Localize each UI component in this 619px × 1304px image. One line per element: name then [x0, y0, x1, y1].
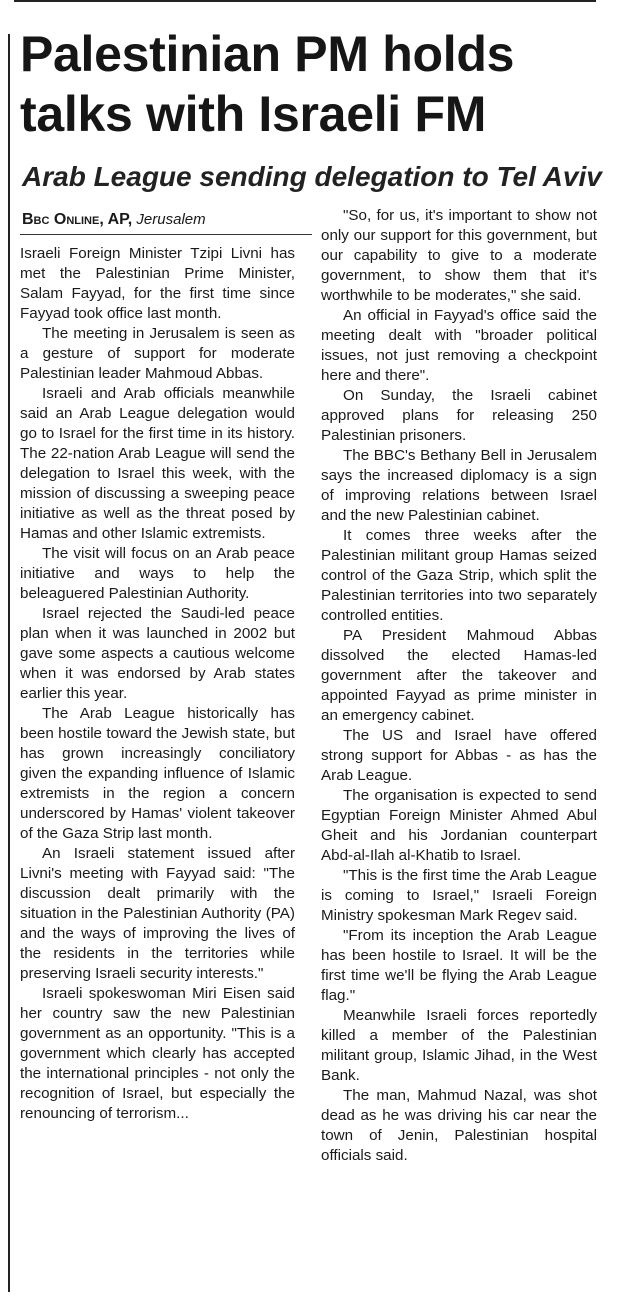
article-paragraph: Israel rejected the Saudi-led peace plan when it was launched in 2002 but gave some aspects a cautious welcome when it was endorsed by Arab states earlier this year.: [20, 605, 295, 702]
article-paragraph: Israeli Foreign Minister Tzipi Livni has met the Palestinian Prime Minister, Salam Fayyad, for the first time since Fayyad took office last month.: [20, 245, 295, 322]
article-paragraph: The organisation is expected to send Egyptian Foreign Minister Ahmed Abul Gheit and his Jordanian counterpart Abd-al-Ilah al-Khatib to Israel.: [321, 787, 597, 864]
article-paragraph: The meeting in Jerusalem is seen as a gesture of support for moderate Palestinian leader Mahmoud Abbas.: [20, 325, 295, 382]
article-paragraph: "This is the first time the Arab League is coming to Israel," Israeli Foreign Ministry spokesman Mark Regev said.: [321, 867, 597, 924]
left-column-rule: [8, 34, 10, 1292]
article-paragraph: The BBC's Bethany Bell in Jerusalem says the increased diplomacy is a sign of improving relations between Israel and the new Palestinian cabinet.: [321, 447, 597, 524]
article-paragraph: "From its inception the Arab League has been hostile to Israel. It will be the first time we'll be flying the Arab League flag.": [321, 927, 597, 1004]
byline-location: Jerusalem: [136, 211, 206, 228]
article-paragraph: It comes three weeks after the Palestinian militant group Hamas seized control of the Gaza Strip, which split the Palestinian territories into two separately controlled entities.: [321, 527, 597, 624]
byline: [22, 210, 312, 230]
article-paragraph: Israeli spokeswoman Miri Eisen said her country saw the new Palestinian government as an opportunity. "This is a government which clearly has accepted the international principles - not only the recognition of Israel, but especially the renouncing of terrorism...: [20, 985, 295, 1122]
article-column-right: [321, 206, 597, 1166]
article-paragraph: The visit will focus on an Arab peace initiative and ways to help the beleaguered Palestinian Authority.: [20, 545, 295, 602]
article-paragraph: "So, for us, it's important to show not only our support for this government, but our capability to give to a moderate government, to show them that it's worthwhile to be moderates," she said.: [321, 207, 597, 304]
article-column-left: [20, 244, 295, 1124]
article-paragraph: An official in Fayyad's office said the meeting dealt with "broader political issues, not just removing a checkpoint here and there".: [321, 307, 597, 384]
article-paragraph: Meanwhile Israeli forces reportedly killed a member of the Palestinian militant group, Islamic Jihad, in the West Bank.: [321, 1007, 597, 1084]
byline-source: Bbc Online, AP,: [22, 211, 133, 228]
subheadline: Arab League sending delegation to Tel Aviv: [22, 161, 602, 192]
article-paragraph: An Israeli statement issued after Livni's meeting with Fayyad said: "The discussion dealt primarily with the situation in the Palestinian Authority (PA) and the ways of improving the lives of the residents in the territories while preserving Israeli security interests.": [20, 845, 295, 982]
article-paragraph: The Arab League historically has been hostile toward the Jewish state, but has grown increasingly conciliatory given the expanding influence of Islamic extremists in the region a concern underscored by Hamas' violent takeover of the Gaza Strip last month.: [20, 705, 295, 842]
byline-rule: [20, 234, 312, 235]
article-paragraph: PA President Mahmoud Abbas dissolved the elected Hamas-led government after the takeover and appointed Fayyad as prime minister in an emergency cabinet.: [321, 627, 597, 724]
article-paragraph: Israeli and Arab officials meanwhile said an Arab League delegation would go to Israel for the first time in its history. The 22-nation Arab League will send the delegation to Israel this week, with the mission of discussing a sweeping peace initiative as well as the threat posed by Hamas and other Islamic extremists.: [20, 385, 295, 542]
article-paragraph: On Sunday, the Israeli cabinet approved plans for releasing 250 Palestinian prisoners.: [321, 387, 597, 444]
top-rule: [14, 0, 596, 2]
article-paragraph: The US and Israel have offered strong support for Abbas - as has the Arab League.: [321, 727, 597, 784]
headline: Palestinian PM holds talks with Israeli FM: [20, 26, 515, 142]
article-paragraph: The man, Mahmud Nazal, was shot dead as he was driving his car near the town of Jenin, Palestinian hospital officials said.: [321, 1087, 597, 1164]
